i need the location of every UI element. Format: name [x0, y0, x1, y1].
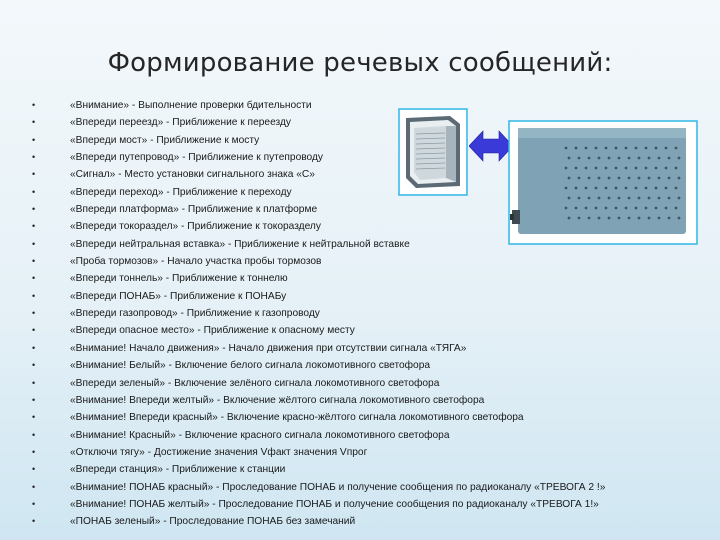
slide-title: Формирование речевых сообщений:	[107, 48, 613, 78]
bullet-icon: •	[32, 360, 36, 371]
bullet-icon: •	[32, 117, 36, 128]
bullet-icon: •	[32, 169, 36, 180]
control-unit-image	[508, 120, 698, 245]
list-item	[28, 427, 678, 444]
double-arrow-icon	[469, 128, 513, 164]
list-item-text: «Внимание! Начало движения» - Начало движения при отсутствии сигнала «ТЯГА»	[70, 342, 467, 354]
list-item	[28, 322, 678, 339]
list-item-text: «Впереди опасное место» - Приближение к опасному месту	[70, 325, 355, 337]
bullet-icon: •	[32, 308, 36, 319]
bullet-icon: •	[32, 290, 36, 301]
bullet-icon: •	[32, 186, 36, 197]
bullet-icon: •	[32, 498, 36, 509]
list-item-text: «Впереди газопровод» - Приближение к газопроводу	[70, 308, 320, 320]
list-item	[28, 253, 678, 270]
bullet-icon: •	[32, 221, 36, 232]
list-item	[28, 513, 678, 530]
bullet-icon: •	[32, 516, 36, 527]
bullet-icon: •	[32, 394, 36, 405]
list-item-text: «ПОНАБ зеленый» - Проследование ПОНАБ без замечаний	[70, 516, 356, 528]
list-item-text: «Внимание! ПОНАБ красный» - Проследование ПОНАБ и получение сообщения по радиоканалу «ТРЕВОГА 2 !»	[70, 481, 606, 493]
list-item	[28, 270, 678, 287]
list-item-text: «Внимание! Белый» - Включение белого сигнала локомотивного светофора	[70, 360, 431, 372]
list-item	[28, 97, 678, 114]
list-item-text: «Впереди мост» - Приближение к мосту	[70, 134, 260, 146]
list-item	[28, 288, 678, 305]
bullet-icon: •	[32, 412, 36, 423]
list-item-text: «Впереди платформа» - Приближение к платформе	[70, 204, 318, 216]
list-item-text: «Впереди переход» - Приближение к переходу	[70, 186, 292, 198]
list-item-text: «Впереди ПОНАБ» - Приближение к ПОНАБу	[70, 290, 287, 302]
list-item	[28, 461, 678, 478]
list-item-text: «Внимание! Впереди красный» - Включение красно-жёлтого сигнала локомотивного светофора	[70, 412, 524, 424]
bullet-icon: •	[32, 325, 36, 336]
list-item	[28, 409, 678, 426]
list-item-text: «Внимание! Красный» - Включение красного сигнала локомотивного светофора	[70, 429, 450, 441]
bullet-icon: •	[32, 152, 36, 163]
list-item-text: «Впереди переезд» - Приближение к переезду	[70, 117, 291, 129]
bullet-icon: •	[32, 342, 36, 353]
list-item-text: «Внимание! Впереди желтый» - Включение жёлтого сигнала локомотивного светофора	[70, 394, 485, 406]
bullet-icon: •	[32, 256, 36, 267]
speaker-unit-image	[398, 108, 468, 196]
bullet-icon: •	[32, 429, 36, 440]
bullet-icon: •	[32, 100, 36, 110]
list-item	[28, 496, 678, 513]
bullet-icon: •	[32, 238, 36, 249]
list-item	[28, 305, 678, 322]
list-item-text: «Впереди зеленый» - Включение зелёного сигнала локомотивного светофора	[70, 377, 440, 389]
list-item-text: «Впереди токораздел» - Приближение к токоразделу	[70, 221, 321, 233]
bullet-icon: •	[32, 481, 36, 492]
list-item	[28, 444, 678, 461]
list-item	[28, 479, 678, 496]
list-item	[28, 392, 678, 409]
bullet-icon: •	[32, 377, 36, 388]
bullet-icon: •	[32, 446, 36, 457]
bullet-icon: •	[32, 134, 36, 145]
list-item-text: «Впереди тоннель» - Приближение к тоннелю	[70, 273, 288, 285]
list-item	[28, 357, 678, 374]
list-item-text: «Сигнал» - Место установки сигнального знака «С»	[70, 169, 315, 181]
list-item	[28, 340, 678, 357]
list-item-text: «Внимание! ПОНАБ желтый» - Проследование ПОНАБ и получение сообщения по радиоканалу «ТРЕВОГА 1!»	[70, 498, 599, 510]
bullet-icon: •	[32, 204, 36, 215]
list-item-text: «Внимание» - Выполнение проверки бдительности	[70, 100, 312, 111]
list-item-text: «Проба тормозов» - Начало участка пробы тормозов	[70, 256, 322, 268]
list-item-text: «Впереди путепровод» - Приближение к путепроводу	[70, 152, 324, 164]
list-item	[28, 375, 678, 392]
list-item-text: «Впереди нейтральная вставка» - Приближение к нейтральной вставке	[70, 238, 410, 250]
bullet-icon: •	[32, 464, 36, 475]
list-item-text: «Впереди станция» - Приближение к станции	[70, 464, 286, 476]
bullet-icon: •	[32, 273, 36, 284]
list-item-text: «Отключи тягу» - Достижение значения Vфакт значения Vпрог	[70, 446, 368, 458]
